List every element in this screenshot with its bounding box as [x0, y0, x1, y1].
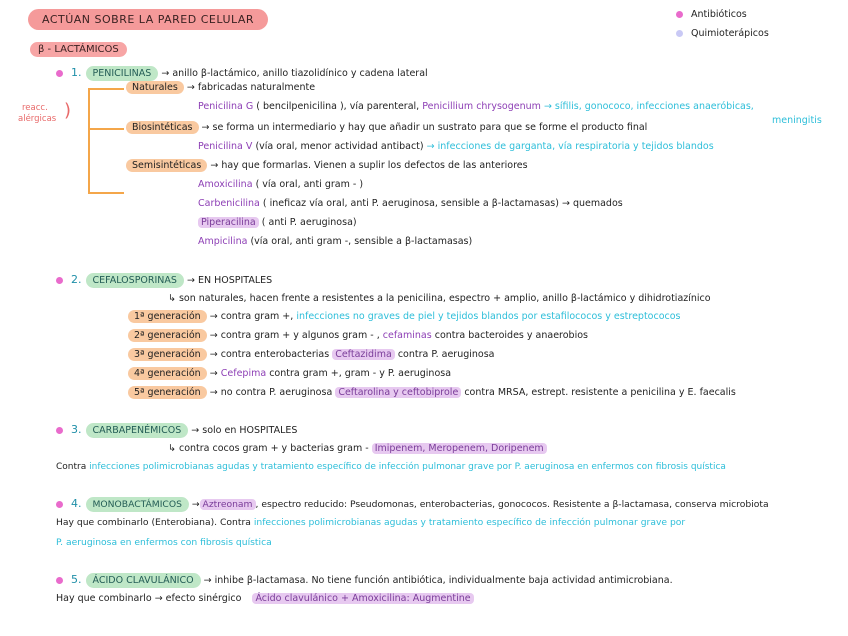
- gen-label: 4ª generación: [128, 367, 207, 380]
- page-title: ACTÚAN SOBRE LA PARED CELULAR: [28, 9, 268, 30]
- gen-text: → contra gram +,: [209, 311, 294, 322]
- quimioterapicos-dot-icon: [676, 30, 683, 37]
- gen-label: 1ª generación: [128, 310, 207, 323]
- carbapenemicos-heading: CARBAPENÉMICOS: [86, 423, 189, 438]
- monobactamicos-line3: P. aeruginosa en enfermos con fibrosis quística: [56, 537, 272, 548]
- ampicilina-row: [198, 236, 472, 247]
- bullet-dot-icon: [56, 427, 63, 434]
- legend-label: Antibióticos: [691, 9, 747, 20]
- semisinteticas-label: Semisintéticas: [126, 159, 207, 172]
- bracket-tick: [88, 192, 124, 194]
- penicilina-v-desc: (vía oral, menor actividad antibact): [255, 141, 424, 152]
- cefalosporinas-sub: ↳ son naturales, hacen frente a resistentes a la penicilina, espectro + amplio, anillo β-lactámico y dihidrotiazínico: [168, 293, 711, 304]
- gen-text: → contra enterobacterias: [209, 349, 330, 360]
- bullet-dot-icon: [56, 577, 63, 584]
- gen-label: 3ª generación: [128, 348, 207, 361]
- gen-4-row: [128, 368, 451, 379]
- biosinteticas-label: Biosintéticas: [126, 121, 199, 134]
- carbapenemicos-uses-row: [56, 462, 726, 472]
- biosinteticas-row: [126, 122, 647, 133]
- alergicas-label: alérgicas: [18, 114, 57, 124]
- clavulanico-combine: Hay que combinarlo → efecto sinérgico: [56, 593, 242, 604]
- meningitis-text: meningitis: [772, 115, 822, 126]
- monobactamicos-arrow: →: [191, 499, 200, 510]
- gen-3-row: [128, 349, 495, 360]
- carbapenemicos-sub-row: [168, 443, 547, 454]
- section-monobactamicos: [56, 497, 769, 510]
- monobactamicos-heading: MONOBACTÁMICOS: [86, 497, 189, 512]
- section-number: 1.: [71, 66, 82, 79]
- section-number: 3.: [71, 423, 82, 436]
- quemados: quemados: [572, 198, 623, 209]
- gen-drug: cefaminas: [382, 330, 432, 341]
- naturales-label: Naturales: [126, 81, 184, 94]
- monobactamicos-combine: Hay que combinarlo (Enterobiana). Contra: [56, 517, 251, 528]
- penicilina-g-uses: → sífilis, gonococo, infecciones anaeróbicas,: [543, 101, 754, 112]
- gen-label: 5ª generación: [128, 386, 207, 399]
- section-cefalosporinas: [56, 273, 272, 286]
- augmentine: Ácido clavulánico + Amoxicilina: Augmentine: [252, 593, 473, 604]
- bullet-dot-icon: [56, 277, 63, 284]
- section-penicilinas: [56, 66, 428, 79]
- section-number: 2.: [71, 273, 82, 286]
- ampicilina-desc: (vía oral, anti gram -, sensible a β-lactamasas): [250, 236, 473, 247]
- bracket-tick: [88, 88, 124, 90]
- piperacilina: Piperacilina: [198, 217, 259, 228]
- legend-antibioticos: [676, 9, 747, 20]
- penicillium-source: Penicillium chrysogenum: [422, 101, 541, 112]
- gen-tail: contra MRSA, estrept. resistente a penicilina y E. faecalis: [464, 387, 736, 398]
- aztreonam: Aztreonam: [200, 499, 256, 510]
- naturales-row: [126, 82, 315, 93]
- ampicilina: Ampicilina: [198, 236, 248, 247]
- gen-tail: contra P. aeruginosa: [397, 349, 495, 360]
- legend-quimioterapicos: [676, 28, 769, 39]
- penicilina-g-row: [198, 101, 754, 112]
- beta-lactamicos-heading: β - LACTÁMICOS: [30, 42, 127, 57]
- penicilinas-heading: PENICILINAS: [86, 66, 159, 81]
- cefalosporinas-heading: CEFALOSPORINAS: [86, 273, 184, 288]
- gen-1-row: [128, 311, 681, 322]
- bullet-dot-icon: [56, 501, 63, 508]
- carbenicilina-desc: ( ineficaz vía oral, anti P. aeruginosa, sensible a β-lactamasas) →: [262, 198, 570, 209]
- carbenicilina: Carbenicilina: [198, 198, 260, 209]
- carbapenemicos-uses: infecciones polimicrobianas agudas y tratamiento específico de infección pulmonar grave por P. aeruginosa en enfermos con fibrosis quística: [89, 462, 726, 472]
- gen-drug: Cefepima: [220, 368, 267, 379]
- piperacilina-desc: ( anti P. aeruginosa): [261, 217, 357, 228]
- carbapenemicos-drugs: Imipenem, Meropenem, Doripenem: [372, 443, 547, 454]
- carbapenemicos-uses-prefix: Contra: [56, 462, 87, 472]
- gen-tail: contra bacteroides y anaerobios: [434, 330, 588, 341]
- gen-text: → no contra P. aeruginosa: [209, 387, 333, 398]
- reacc-label: reacc.: [22, 103, 48, 113]
- gen-tail: contra gram +, gram - y P. aeruginosa: [269, 368, 452, 379]
- cefalosporinas-desc: → EN HOSPITALES: [186, 275, 273, 286]
- gen-text: →: [209, 368, 218, 379]
- monobactamicos-uses: infecciones polimicrobianas agudas y tratamiento específico de infección pulmonar grave por: [253, 517, 686, 528]
- piperacilina-row: [198, 217, 357, 228]
- carbapenemicos-sub: ↳ contra cocos gram + y bacterias gram -: [168, 443, 369, 454]
- penicilina-v-row: [198, 141, 714, 152]
- semisinteticas-row: [126, 160, 528, 171]
- penicilina-g-desc: ( bencilpenicilina ), vía parenteral,: [256, 101, 420, 112]
- penicilinas-bracket: [88, 88, 90, 194]
- carbenicilina-row: [198, 198, 623, 209]
- amoxicilina-row: [198, 179, 363, 190]
- penicilina-v: Penicilina V: [198, 141, 253, 152]
- monobactamicos-line2: [56, 517, 685, 528]
- gen-2-row: [128, 330, 588, 341]
- semisinteticas-desc: → hay que formarlas. Vienen a suplir los defectos de las anteriores: [210, 160, 528, 171]
- naturales-desc: → fabricadas naturalmente: [186, 82, 316, 93]
- bullet-dot-icon: [56, 70, 63, 77]
- biosinteticas-desc: → se forma un intermediario y hay que añadir un sustrato para que se forme el producto final: [201, 122, 648, 133]
- legend-label: Quimioterápicos: [691, 28, 769, 39]
- gen-label: 2ª generación: [128, 329, 207, 342]
- gen-extra: infecciones no graves de piel y tejidos blandos por estafilococos y estreptococos: [296, 311, 681, 322]
- carbapenemicos-desc: → solo en HOSPITALES: [191, 425, 298, 436]
- clavulanico-heading: ÁCIDO CLAVULÁNICO: [86, 573, 201, 588]
- section-number: 5.: [71, 573, 82, 586]
- section-number: 4.: [71, 497, 82, 510]
- penicilina-v-uses: → infecciones de garganta, vía respiratoria y tejidos blandos: [426, 141, 714, 152]
- penicilinas-desc: → anillo β-lactámico, anillo tiazolidínico y cadena lateral: [161, 68, 428, 79]
- gen-text: → contra gram + y algunos gram - ,: [209, 330, 380, 341]
- amoxicilina-desc: ( vía oral, anti gram - ): [255, 179, 364, 190]
- bracket-tick: [88, 128, 124, 130]
- amoxicilina: Amoxicilina: [198, 179, 253, 190]
- section-clavulanico: [56, 573, 673, 586]
- clavulanico-line2: [56, 593, 474, 604]
- clavulanico-desc: → inhibe β-lactamasa. No tiene función antibiótica, individualmente baja actividad antimicrobiana.: [203, 575, 673, 586]
- antibioticos-dot-icon: [676, 11, 683, 18]
- section-carbapenemicos: [56, 423, 297, 436]
- penicilina-g: Penicilina G: [198, 101, 254, 112]
- gen-drug: Ceftazidima: [332, 349, 395, 360]
- gen-drug: Ceftarolina y ceftobiprole: [335, 387, 461, 398]
- brace-icon: ): [64, 100, 72, 121]
- monobactamicos-desc: , espectro reducido: Pseudomonas, enterobacterias, gonococos. Resistente a β-lactamasa, conserva microbiota: [255, 499, 769, 510]
- gen-5-row: [128, 387, 736, 398]
